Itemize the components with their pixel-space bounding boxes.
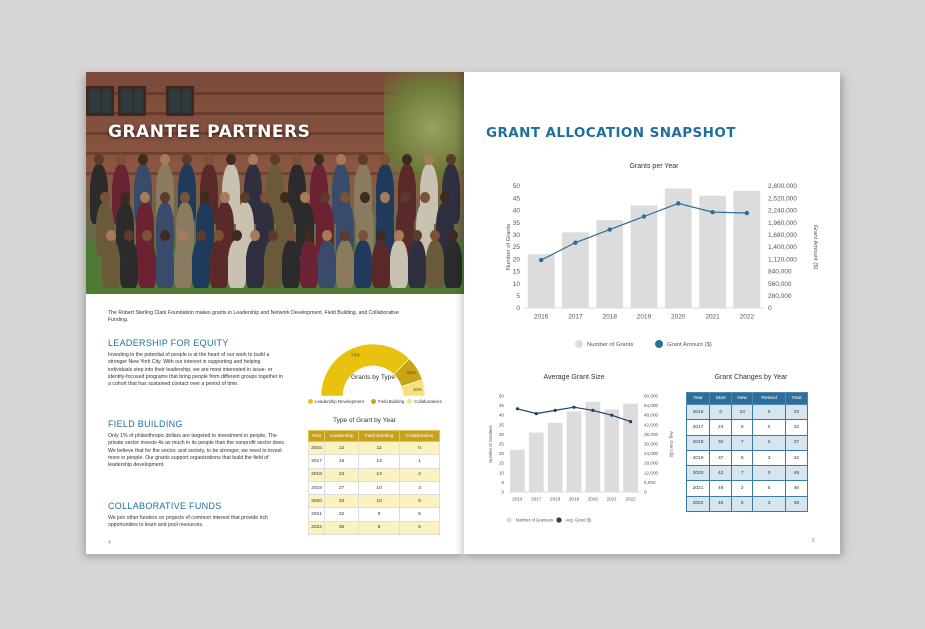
bar — [604, 409, 619, 492]
person-head — [196, 230, 206, 241]
y-tick-label: 30 — [512, 231, 520, 239]
person-head — [300, 192, 310, 203]
y2-tick-label: 12,000 — [644, 470, 659, 476]
right-page — [464, 72, 840, 554]
y2-tick-label: 0 — [768, 305, 772, 313]
donut-slice-label: 73% — [350, 352, 360, 358]
x-tick-label: 2020 — [671, 313, 686, 321]
grants-per-year-title: Grants per Year — [629, 163, 679, 170]
person-head — [214, 230, 224, 241]
legend-label: Number of Grantees — [515, 517, 553, 523]
table-cell: 2016 — [309, 442, 325, 455]
table-cell: 2021 — [687, 481, 710, 496]
table-row — [309, 455, 440, 468]
table-cell: 5 — [400, 521, 440, 534]
line-point — [539, 258, 543, 262]
person-head — [248, 154, 258, 165]
y-tick-label: 50 — [512, 183, 520, 191]
y2-axis-label: Avg. Grant ($) — [669, 431, 674, 457]
person-head — [180, 192, 190, 203]
person-figure — [120, 240, 138, 288]
y-tick-label: 0 — [501, 489, 504, 495]
table-row — [309, 521, 440, 534]
body-leadership: Investing in the potential of people is at the heart of our work to build a stronger New York City. With our interest in supporting and helping individuals step into their leadership, we are most interested in issue- or identity-focused programs that bring people from different groups together in a cohort that has sustained contact over a period of time. — [108, 352, 283, 388]
table-cell: 8 — [359, 521, 400, 534]
y2-tick-label: 560,000 — [768, 280, 792, 288]
person-figure — [246, 240, 264, 288]
person-head — [376, 230, 386, 241]
person-figure — [138, 240, 156, 288]
table-cell: 3 — [753, 450, 786, 465]
y2-tick-label: 0 — [644, 489, 647, 495]
y-tick-label: 10 — [498, 470, 504, 476]
person-head — [120, 192, 130, 203]
y-tick-label: 20 — [512, 256, 520, 264]
table-cell: 2019 — [687, 450, 710, 465]
column-header: Retired — [753, 393, 786, 405]
column-header: Total — [785, 393, 807, 405]
y2-tick-label: 18,000 — [644, 460, 659, 466]
column-header: Collaborative — [400, 431, 440, 442]
person-head — [204, 154, 214, 165]
table-cell: 1 — [400, 455, 440, 468]
line-point — [710, 210, 714, 214]
line-point — [554, 409, 557, 412]
table-row — [309, 495, 440, 508]
person-head — [424, 154, 434, 165]
line-point — [591, 409, 594, 412]
y2-tick-label: 60,000 — [644, 393, 659, 399]
table-cell: 23 — [325, 468, 359, 481]
donut-slice-label: 10% — [412, 386, 422, 392]
table-row — [309, 481, 440, 494]
table-row — [687, 450, 808, 465]
y-axis-label: Number of Grants — [506, 223, 512, 271]
table-row — [687, 420, 808, 435]
table-cell: 2022 — [687, 496, 710, 511]
table-row — [309, 508, 440, 521]
table-cell: 37 — [710, 450, 732, 465]
person-head — [358, 230, 368, 241]
x-tick-label: 2022 — [625, 496, 636, 502]
person-figure — [282, 240, 300, 288]
heading-leadership: LEADERSHIP FOR EQUITY — [108, 338, 229, 348]
x-tick-label: 2021 — [705, 313, 720, 321]
line-point — [573, 240, 577, 244]
person-head — [270, 154, 280, 165]
table-cell: 27 — [325, 481, 359, 494]
bar — [586, 402, 601, 492]
line-point — [535, 412, 538, 415]
person-head — [322, 230, 332, 241]
person-head — [340, 230, 350, 241]
x-tick-label: 2019 — [568, 496, 580, 502]
person-head — [420, 192, 430, 203]
legend-dot — [308, 399, 313, 404]
table-row — [309, 442, 440, 455]
x-tick-label: 2017 — [568, 313, 583, 321]
legend-leadership: Leadership Development — [308, 399, 364, 404]
x-tick-label: 2018 — [550, 496, 561, 502]
table-row — [687, 466, 808, 481]
table-cell: 32 — [785, 420, 807, 435]
person-head — [380, 192, 390, 203]
grants-by-type-donut — [308, 330, 438, 410]
table-cell: 49 — [785, 466, 807, 481]
table-cell: 0 — [753, 466, 786, 481]
y-tick-label: 10 — [512, 280, 520, 288]
legend-dot — [371, 399, 376, 404]
y2-tick-label: 840,000 — [768, 268, 792, 276]
x-tick-label: 2021 — [606, 496, 617, 502]
table-cell: 2 — [400, 468, 440, 481]
table-cell: 0 — [710, 405, 732, 420]
person-figure — [372, 240, 390, 288]
table-cell: 2022 — [309, 521, 325, 534]
person-head — [440, 192, 450, 203]
person-figure — [300, 240, 318, 288]
type-of-grant-table — [308, 430, 440, 535]
table-cell: 5 — [400, 508, 440, 521]
photo-title: GRANTEE PARTNERS — [108, 122, 311, 142]
bar — [529, 432, 544, 492]
x-tick-label: 2016 — [512, 496, 523, 502]
y2-tick-label: 2,520,000 — [768, 195, 797, 203]
table-cell: 0 — [753, 420, 786, 435]
table-cell: 2 — [732, 481, 753, 496]
legend-label: Number of Grants — [587, 342, 634, 349]
person-head — [286, 230, 296, 241]
table-cell: 23 — [710, 420, 732, 435]
y-tick-label: 5 — [501, 479, 504, 485]
line-point — [745, 211, 749, 215]
column-header: Field Building — [359, 431, 400, 442]
y-tick-label: 20 — [498, 451, 504, 457]
person-figure — [264, 240, 282, 288]
table-cell: 13 — [359, 455, 400, 468]
person-head — [240, 192, 250, 203]
table-cell: 48 — [785, 496, 807, 511]
table-cell: 2 — [753, 435, 786, 450]
person-head — [292, 154, 302, 165]
table-cell: 42 — [710, 466, 732, 481]
legend-collaboratives: Collaboratives — [407, 399, 442, 404]
line-point — [572, 406, 575, 409]
line-point — [610, 414, 613, 417]
y2-tick-label: 30,000 — [644, 441, 659, 447]
legend-label: Grant Amount ($) — [667, 342, 712, 349]
y2-tick-label: 54,000 — [644, 403, 659, 409]
y2-tick-label: 48,000 — [644, 412, 659, 418]
donut-title: Grants by Type — [351, 374, 395, 381]
legend-swatch — [506, 517, 511, 522]
body-collaborative: We join other funders on projects of common interest that provide rich opportunities to learn and pool resources. — [108, 515, 268, 529]
table-cell: 2020 — [309, 495, 325, 508]
person-figure — [156, 240, 174, 288]
person-figure — [336, 240, 354, 288]
person-figure — [390, 240, 408, 288]
person-head — [100, 192, 110, 203]
table-cell: 2021 — [309, 508, 325, 521]
person-head — [142, 230, 152, 241]
table-header-row — [687, 393, 808, 405]
line-point — [516, 407, 519, 410]
bar — [631, 206, 658, 308]
column-header: Start — [710, 393, 732, 405]
column-header: Year — [309, 431, 325, 442]
table-cell: 2020 — [687, 466, 710, 481]
heading-collaborative: COLLABORATIVE FUNDS — [108, 501, 222, 511]
y-tick-label: 40 — [498, 412, 504, 418]
heading-field-building: FIELD BUILDING — [108, 419, 183, 429]
table-cell: 23 — [732, 405, 753, 420]
legend-field-building: Field Building — [371, 399, 404, 404]
person-head — [268, 230, 278, 241]
table-row — [309, 468, 440, 481]
column-header: Leadership — [325, 431, 359, 442]
donut-slice — [321, 344, 409, 396]
table-header-row — [309, 431, 440, 442]
table-cell: 18 — [325, 455, 359, 468]
y2-tick-label: 1,400,000 — [768, 244, 797, 252]
person-head — [304, 230, 314, 241]
bar — [528, 254, 555, 308]
person-head — [400, 192, 410, 203]
y2-axis-label: Grant Amount ($) — [812, 224, 818, 270]
legend-dot — [407, 399, 412, 404]
line-point — [642, 214, 646, 218]
table-cell: 0 — [753, 405, 786, 420]
table-cell: 3 — [753, 496, 786, 511]
person-figure — [102, 240, 120, 288]
page-title: GRANT ALLOCATION SNAPSHOT — [486, 125, 736, 141]
y-tick-label: 45 — [498, 403, 504, 409]
table-cell: 8 — [732, 450, 753, 465]
x-tick-label: 2016 — [533, 313, 549, 321]
person-head — [314, 154, 324, 165]
table-cell: 5 — [753, 481, 786, 496]
person-head — [320, 192, 330, 203]
table-cell: 3 — [400, 481, 440, 494]
changes-table-title: Grant Changes by Year — [714, 374, 788, 381]
person-head — [232, 230, 242, 241]
table-cell: 2019 — [309, 481, 325, 494]
page-number-right: 5 — [812, 538, 815, 544]
table-cell: 2017 — [309, 455, 325, 468]
table-cell: 10 — [359, 481, 400, 494]
person-figure — [354, 240, 372, 288]
y2-tick-label: 280,000 — [768, 292, 792, 300]
person-head — [116, 154, 126, 165]
bar — [510, 450, 525, 492]
person-head — [178, 230, 188, 241]
y-tick-label: 50 — [498, 393, 504, 399]
table-cell: 9 — [359, 508, 400, 521]
table-cell: 32 — [710, 435, 732, 450]
table-cell: 33 — [325, 495, 359, 508]
person-head — [160, 230, 170, 241]
table-cell: 46 — [710, 496, 732, 511]
table-cell: 2018 — [309, 468, 325, 481]
person-figure — [318, 240, 336, 288]
table-cell: 32 — [325, 508, 359, 521]
y2-tick-label: 2,800,000 — [768, 183, 797, 191]
table-cell: 2017 — [687, 420, 710, 435]
y-tick-label: 25 — [512, 244, 520, 252]
person-head — [138, 154, 148, 165]
legend-swatch — [556, 517, 561, 522]
x-tick-label: 2020 — [587, 496, 598, 502]
grants-per-year-chart — [494, 176, 824, 356]
person-head — [160, 154, 170, 165]
person-head — [140, 192, 150, 203]
grant-changes-table — [686, 392, 808, 512]
bar — [623, 404, 638, 492]
left-page — [86, 72, 464, 554]
person-head — [430, 230, 440, 241]
table-cell: 42 — [785, 450, 807, 465]
person-head — [106, 230, 116, 241]
legend-swatch — [575, 340, 583, 348]
table-cell: 46 — [785, 481, 807, 496]
line-point — [676, 201, 680, 205]
table-row — [687, 435, 808, 450]
person-head — [200, 192, 210, 203]
table-cell: 2018 — [687, 435, 710, 450]
table-row — [687, 496, 808, 511]
person-head — [182, 154, 192, 165]
person-head — [402, 154, 412, 165]
column-header: New — [732, 393, 753, 405]
y-tick-label: 35 — [512, 219, 520, 227]
person-figure — [426, 240, 444, 288]
x-tick-label: 2017 — [531, 496, 542, 502]
type-table-title: Type of Grant by Year — [333, 417, 396, 424]
person-head — [226, 154, 236, 165]
y2-tick-label: 1,680,000 — [768, 231, 797, 239]
table-cell: 7 — [732, 435, 753, 450]
donut-slice-label: 15% — [406, 370, 416, 376]
person-head — [360, 192, 370, 203]
legend-swatch — [655, 340, 663, 348]
body-field-building: Only 1% of philanthropic dollars are targeted to investment in people. The private sector invests 4x as much in its people than the nonprofit sector does. We believe that for the sector, and society, to be stronger, we need to invest more in people. Our grants support organizations that build the field of leadership development. — [108, 433, 286, 469]
y-axis-label: Number of Grantees — [488, 425, 493, 463]
person-figure — [210, 240, 228, 288]
table-cell: 7 — [732, 466, 753, 481]
x-tick-label: 2018 — [602, 313, 617, 321]
avg-grant-size-chart — [484, 388, 674, 528]
table-cell: 37 — [785, 435, 807, 450]
bar — [733, 191, 760, 308]
y2-tick-label: 36,000 — [644, 431, 659, 437]
page-number-left: 4 — [108, 540, 111, 546]
y2-tick-label: 42,000 — [644, 422, 659, 428]
person-head — [94, 154, 104, 165]
table-cell: 0 — [400, 442, 440, 455]
table-row — [687, 405, 808, 420]
avg-grant-size-title: Average Grant Size — [543, 374, 605, 381]
y-tick-label: 30 — [498, 431, 504, 437]
y2-tick-label: 24,000 — [644, 451, 659, 457]
person-head — [358, 154, 368, 165]
table-row — [687, 481, 808, 496]
person-figure — [408, 240, 426, 288]
y-tick-label: 35 — [498, 422, 504, 428]
person-head — [412, 230, 422, 241]
bar — [548, 423, 563, 492]
bar — [567, 411, 582, 492]
y-tick-label: 15 — [498, 460, 504, 466]
y2-tick-label: 1,120,000 — [768, 256, 797, 264]
y2-tick-label: 1,960,000 — [768, 219, 797, 227]
y2-tick-label: 2,240,000 — [768, 207, 797, 215]
y-tick-label: 40 — [512, 207, 520, 215]
column-header: Year — [687, 393, 710, 405]
table-cell: 23 — [785, 405, 807, 420]
person-head — [260, 192, 270, 203]
grantee-group-photo — [86, 72, 464, 294]
line-point — [608, 227, 612, 231]
x-tick-label: 2022 — [739, 313, 755, 321]
person-head — [124, 230, 134, 241]
person-figure — [174, 240, 192, 288]
person-head — [380, 154, 390, 165]
table-cell: 10 — [359, 495, 400, 508]
table-cell: 13 — [359, 468, 400, 481]
person-head — [336, 154, 346, 165]
table-cell: 5 — [732, 496, 753, 511]
person-head — [340, 192, 350, 203]
person-head — [280, 192, 290, 203]
table-cell: 12 — [325, 442, 359, 455]
table-cell: 9 — [732, 420, 753, 435]
y-tick-label: 0 — [516, 305, 520, 313]
intro-text: The Robert Sterling Clark Foundation makes grants in Leadership and Network Development, Field Building, and Collaborative Funding. — [108, 310, 399, 323]
line-point — [629, 420, 632, 423]
person-figure — [228, 240, 246, 288]
y-tick-label: 45 — [512, 195, 520, 203]
table-cell: 35 — [325, 521, 359, 534]
y-tick-label: 25 — [498, 441, 504, 447]
person-head — [394, 230, 404, 241]
person-head — [250, 230, 260, 241]
table-cell: 6 — [400, 495, 440, 508]
person-figure — [192, 240, 210, 288]
table-cell: 49 — [710, 481, 732, 496]
person-head — [160, 192, 170, 203]
y2-tick-label: 6,000 — [644, 479, 656, 485]
y-tick-label: 15 — [512, 268, 520, 276]
table-cell: 11 — [359, 442, 400, 455]
y-tick-label: 5 — [516, 292, 520, 300]
table-cell: 2016 — [687, 405, 710, 420]
person-head — [220, 192, 230, 203]
legend-label: Avg. Grant ($) — [565, 517, 592, 523]
x-tick-label: 2019 — [636, 313, 652, 321]
